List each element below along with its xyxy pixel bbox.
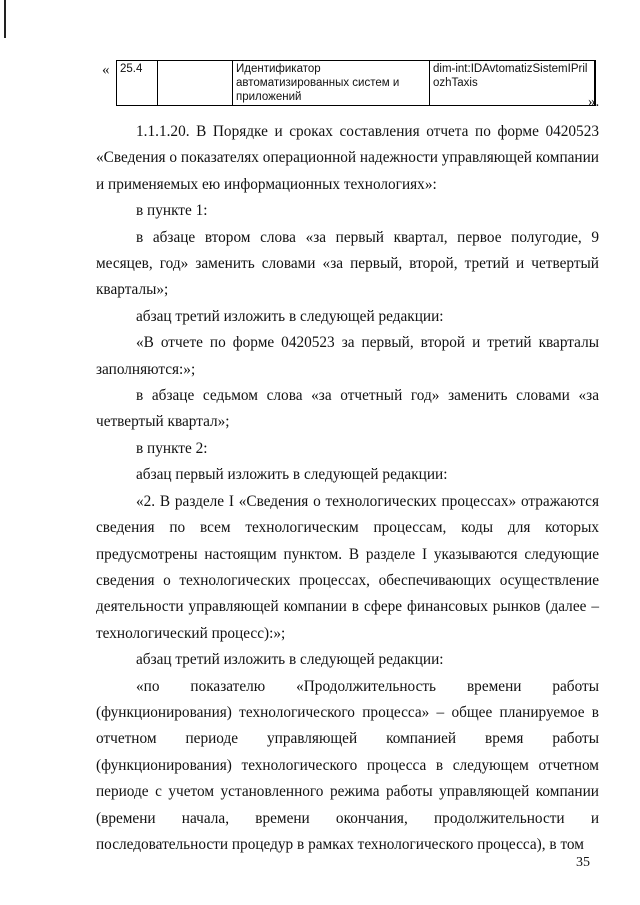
closing-quote: ».	[588, 94, 600, 110]
opening-quote: «	[102, 62, 110, 78]
paragraph-third-abzac: абзац третий изложить в следующей редакции:	[136, 307, 444, 325]
paragraph-second-abzac: в абзаце втором слова «за первый квартал, первое полугодие, 9 месяцев, год» заменить словами «за первый, второй, третий и четвертый кварталы»;	[96, 228, 599, 299]
paragraph-section-1: «2. В разделе I «Сведения о технологических процессах» отражаются сведения по всем технологическим процессам, коды для которых предусмотрены настоящим пунктом. В разделе I указываются следующие сведения о технологических процессах, обеспечивающих осуществление деятельности управляющей компании в сфере финансовых рынков (далее – технологический процесс):»;	[96, 492, 599, 642]
scan-edge-mark	[4, 0, 6, 38]
empty-cell	[158, 61, 233, 106]
paragraph-first-abzac: абзац первый изложить в следующей редакции:	[136, 466, 448, 484]
document-body	[96, 119, 599, 858]
paragraph-point-1: в пункте 1:	[136, 202, 208, 220]
row-number-cell: 25.4	[117, 61, 158, 106]
identifier-code-text: dim-int:IDAvtomatizSistemIPrilozhTaxis	[433, 63, 588, 89]
page-number: 35	[576, 855, 590, 870]
table-row	[117, 61, 596, 106]
paragraph-third-abzac-2: абзац третий изложить в следующей редакции:	[136, 651, 444, 669]
paragraph-quote-report: «В отчете по форме 0420523 за первый, второй и третий кварталы заполняются:»;	[96, 334, 599, 378]
identifier-name-cell: Идентификатор автоматизированных систем и приложений	[233, 61, 430, 106]
reference-table	[116, 60, 596, 106]
paragraph-clause-1-1-1-20: 1.1.1.20. В Порядке и сроках составления отчета по форме 0420523 «Сведения о показателях операционной надежности управляющей компании и применяемых ею информационных технологиях»:	[96, 123, 599, 193]
amendment-table-fragment	[98, 60, 610, 110]
paragraph-duration-indicator: «по показателю «Продолжительность времени работы (функционирования) технологического процесса» – общее планируемое в отчетном периоде управляющей компанией время работы (функционирования) технологического процесса в следующем отчетном периоде с учетом установленного режима работы управляющей компании (времени начала, времени окончания, продолжительности и последовательности процедур в рамках технологического процесса), в том	[96, 677, 599, 853]
identifier-code-cell	[430, 61, 596, 106]
paragraph-seventh-abzac: в абзаце седьмом слова «за отчетный год» заменить словами «за четвертый квартал»;	[96, 387, 599, 431]
paragraph-point-2: в пункте 2:	[136, 439, 208, 457]
